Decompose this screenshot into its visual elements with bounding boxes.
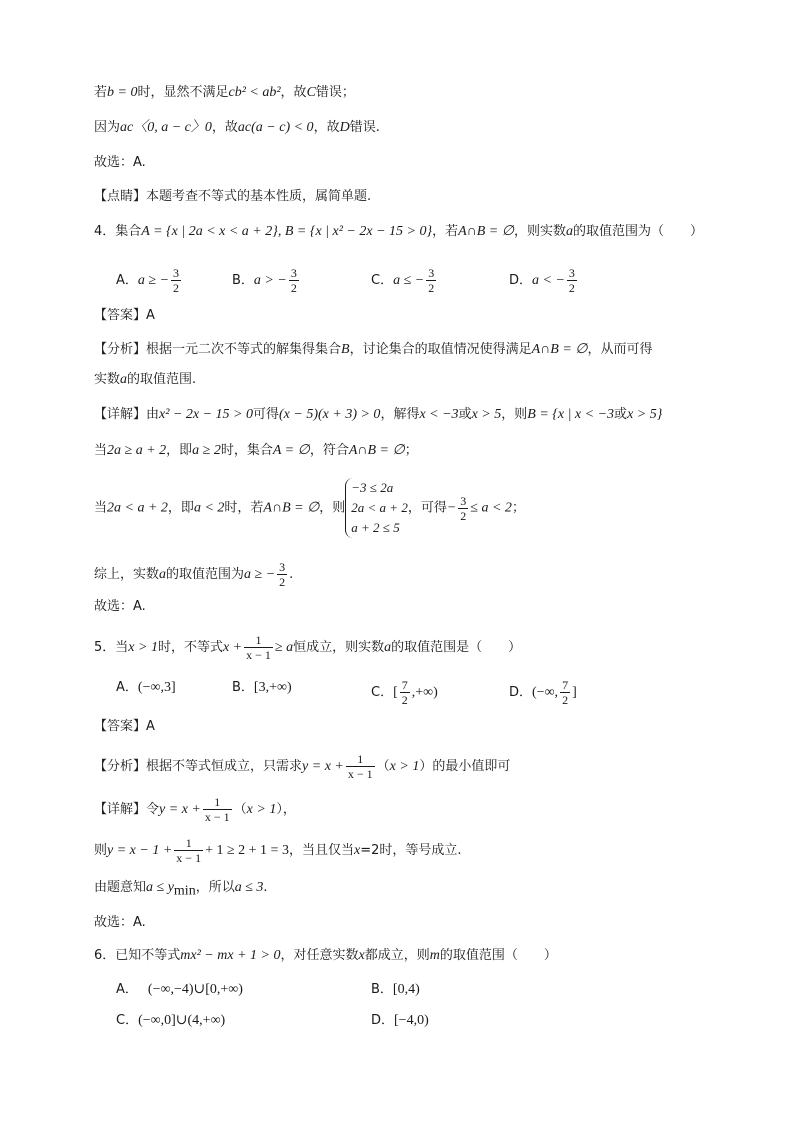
option-label: B． <box>371 982 393 997</box>
option-label: C． <box>371 685 394 700</box>
text: 当 <box>94 500 108 516</box>
math: a <box>565 224 573 239</box>
prev-solution-line-1 <box>94 83 355 103</box>
math: x² − 2x − 15 > 0 <box>159 407 253 422</box>
option-label: D． <box>371 1013 395 1028</box>
fraction <box>171 266 181 295</box>
text: ； <box>511 500 525 516</box>
math: A∩B = ∅ <box>263 500 320 516</box>
fraction <box>203 795 232 824</box>
math: x < −3 <box>419 407 459 422</box>
q4-option-a[interactable] <box>116 266 183 295</box>
fraction <box>567 266 577 295</box>
option-label: B． <box>232 680 254 695</box>
math: x > 1 <box>389 759 420 774</box>
math: [3,+∞) <box>253 680 292 695</box>
q4-analysis-line-1 <box>94 340 652 360</box>
text: 综上，实数 <box>94 567 160 582</box>
fraction-den: 2 <box>428 281 435 295</box>
math: a < 2 <box>193 500 225 516</box>
q6-stem <box>94 946 557 966</box>
math: a ≤ 3 <box>234 880 264 895</box>
math: a <box>384 640 392 655</box>
text: ，所以 <box>195 880 235 895</box>
q5-choose: 故选：A. <box>94 915 146 930</box>
text: 恒成立，则实数 <box>293 640 385 655</box>
option-label: D． <box>509 685 533 700</box>
analysis-tag: 【分析】 <box>94 342 147 357</box>
fraction-num: 3 <box>460 493 467 508</box>
fraction-den: 2 <box>279 575 286 589</box>
math: a ≥ − <box>244 567 276 582</box>
math: b = 0 <box>107 85 138 100</box>
math: A = ∅ <box>272 443 310 458</box>
math: 2a ≥ a + 2 <box>107 443 167 458</box>
fraction-num: 7 <box>562 678 569 692</box>
math: A∩B = ∅ <box>531 342 588 357</box>
text: 根据不等式恒成立，只需求 <box>146 759 303 774</box>
answer-tag: 【答案】 <box>94 719 147 734</box>
math: cb² < ab² <box>228 85 281 100</box>
text: ，若 <box>432 224 459 239</box>
q4-option-d[interactable] <box>509 266 579 295</box>
text: 的取值范围为（ ） <box>572 224 703 239</box>
math: a ≤ y <box>146 880 174 895</box>
fraction <box>346 752 375 781</box>
text: 可得 <box>253 407 280 422</box>
fraction-num: 3 <box>173 266 180 280</box>
math: A∩B = ∅ <box>458 224 514 239</box>
math: a ≥ − <box>137 273 170 288</box>
math: m <box>429 948 440 963</box>
text: 都成立，则 <box>364 948 430 963</box>
q6-option-b[interactable] <box>371 980 420 1000</box>
option-label: A． <box>116 680 138 695</box>
analysis-tag: 【分析】 <box>94 759 147 774</box>
math: x > 1 <box>128 640 158 655</box>
text: （ <box>376 759 390 774</box>
text: . <box>289 567 294 582</box>
text: ，故 <box>313 120 340 135</box>
math: x > 5} <box>627 407 663 422</box>
fraction-num: 1 <box>346 752 375 767</box>
text: ； <box>404 443 418 458</box>
text: ，解得 <box>380 407 420 422</box>
math: ,+∞) <box>411 685 438 700</box>
fraction-num: 3 <box>568 266 575 280</box>
text: ，对任意实数 <box>280 948 359 963</box>
math: x > 5 <box>471 407 502 422</box>
math: − <box>446 500 457 516</box>
math: (−∞,0]∪(4,+∞) <box>138 1013 226 1028</box>
fraction-den: 2 <box>568 281 575 295</box>
fraction <box>277 560 287 589</box>
q6-option-d[interactable] <box>371 1011 429 1031</box>
fraction <box>174 836 203 865</box>
text: 由题意知 <box>94 880 147 895</box>
math: a <box>120 372 128 387</box>
answer-value: A <box>146 308 155 323</box>
fraction-den: 2 <box>173 281 180 295</box>
text: ，则 <box>319 500 346 516</box>
math: x > 1 <box>246 802 277 817</box>
text: 的取值范围（ ） <box>439 948 557 963</box>
fraction <box>400 678 410 707</box>
text: ，故 <box>211 120 238 135</box>
text: ）， <box>276 802 296 817</box>
text: 时，若 <box>224 500 264 516</box>
text: 时，不等式 <box>157 640 223 655</box>
text: ，讨论集合的取值情况使得满足 <box>349 342 532 357</box>
prev-solution-line-2 <box>94 118 380 138</box>
comment-text: 本题考查不等式的基本性质，属简单题. <box>146 189 372 204</box>
math: A = {x | 2a < x < a + 2}, B = {x | x² − 2x − 15 > 0} <box>141 224 433 239</box>
fraction-num: 1 <box>174 836 203 851</box>
q5-stem <box>94 633 521 662</box>
math: (−∞,3] <box>137 680 176 695</box>
math: a > − <box>253 273 287 288</box>
math: A∩B = ∅ <box>348 443 405 458</box>
option-label: C． <box>371 273 394 288</box>
system-line: 2a < a + 2 <box>351 500 408 515</box>
detail-tag: 【详解】 <box>94 802 147 817</box>
text: ，则 <box>501 407 528 422</box>
math: ac〈0, a − c〉0 <box>120 120 212 135</box>
math: a ≥ 2 <box>192 443 221 458</box>
q4-detail-line-1 <box>94 405 662 425</box>
text: ，即 <box>167 500 194 516</box>
text: 的取值范围为 <box>166 567 245 582</box>
math: 2a < a + 2 <box>107 500 168 516</box>
math: y = x + <box>302 759 344 774</box>
fraction <box>426 266 436 295</box>
text: ，符合 <box>309 443 349 458</box>
math: x <box>358 948 365 963</box>
q4-answer <box>94 306 155 326</box>
system-line: a + 2 ≤ 5 <box>351 520 400 535</box>
text: ）的最小值即可 <box>419 759 511 774</box>
option-label: B． <box>232 273 254 288</box>
q6-option-a[interactable] <box>116 980 243 1000</box>
fraction-den: 2 <box>290 281 297 295</box>
text: 的取值范围是（ ） <box>391 640 522 655</box>
text: 或 <box>614 407 628 422</box>
text: 5．当 <box>94 640 129 655</box>
q5-option-c[interactable] <box>371 678 438 707</box>
q4-case-1 <box>94 441 418 461</box>
inequality-system <box>345 478 408 538</box>
text: ，可得 <box>407 500 447 516</box>
fraction-den: 2 <box>562 693 569 707</box>
q5-answer <box>94 717 155 737</box>
option-label: C． <box>116 1013 139 1028</box>
math: y = x + <box>159 802 201 817</box>
q4-stem <box>94 222 703 242</box>
math: [−4,0) <box>394 1013 429 1028</box>
math: x + <box>222 640 243 655</box>
q4-choose: 故选：A. <box>94 599 146 614</box>
text: 错误. <box>349 120 380 135</box>
fraction-den: x − 1 <box>176 851 202 865</box>
math: mx² − mx + 1 > 0 <box>180 948 281 963</box>
math: C <box>306 85 316 100</box>
fraction-den: x − 1 <box>204 810 230 824</box>
q5-analysis <box>94 752 510 781</box>
math: y = x − 1 + <box>107 843 173 858</box>
math: a ≤ − <box>393 273 425 288</box>
fraction-den: 2 <box>401 693 408 707</box>
q5-option-b[interactable] <box>232 678 292 698</box>
comment-line <box>94 187 371 207</box>
fraction-num: 3 <box>428 266 435 280</box>
fraction <box>289 266 299 295</box>
math: a < − <box>532 273 565 288</box>
prev-choose-line: 故选：A. <box>94 155 146 170</box>
q6-option-c[interactable] <box>116 1011 225 1031</box>
q4-analysis-line-2 <box>94 370 196 390</box>
q4-case-2 <box>94 478 525 538</box>
fraction-num: 1 <box>203 795 232 810</box>
math: x <box>353 843 361 858</box>
fraction-num: 3 <box>279 560 286 574</box>
fraction <box>244 633 273 662</box>
text: ，则实数 <box>513 224 566 239</box>
fraction-num: 7 <box>401 678 408 692</box>
answer-tag: 【答案】 <box>94 308 147 323</box>
text: ，即 <box>166 443 193 458</box>
fraction-den: x − 1 <box>246 648 271 662</box>
math: (−∞,−4)∪[0,+∞) <box>147 982 243 997</box>
q5-known <box>94 878 268 902</box>
math-subscript: min <box>173 883 196 899</box>
text: 的取值范围. <box>127 372 197 387</box>
detail-tag: 【详解】 <box>94 407 147 422</box>
fraction-den: x − 1 <box>347 767 373 781</box>
math: (−∞, <box>532 685 559 700</box>
text: 令 <box>146 802 160 817</box>
fraction-den: 2 <box>460 508 467 523</box>
math: [ <box>393 685 398 700</box>
q4-summary <box>94 560 293 589</box>
text: 或 <box>458 407 472 422</box>
fraction <box>458 494 468 523</box>
text: ，当且仅当 <box>288 843 354 858</box>
math: B = {x | x < −3 <box>527 407 615 422</box>
q5-detail <box>94 795 296 824</box>
q5-option-a[interactable] <box>116 678 176 698</box>
text: 因为 <box>94 120 121 135</box>
text: 实数 <box>94 372 121 387</box>
text: （ <box>233 802 247 817</box>
math: ≥ a <box>274 640 294 655</box>
text: 时，显然不满足 <box>137 85 229 100</box>
math: a <box>159 567 167 582</box>
math: ] <box>572 685 577 700</box>
q4-option-b[interactable] <box>232 266 301 295</box>
math: (x − 5)(x + 3) > 0 <box>279 407 381 422</box>
q5-then <box>94 836 461 865</box>
text: ，从而可得 <box>587 342 653 357</box>
text: 由 <box>146 407 160 422</box>
math: ac(a − c) < 0 <box>237 120 314 135</box>
text: =2时，等号成立. <box>360 843 462 858</box>
fraction <box>560 678 570 707</box>
math: D <box>339 120 350 135</box>
math: [0,4) <box>392 982 420 997</box>
text: 6．已知不等式 <box>94 948 181 963</box>
text: 若 <box>94 85 108 100</box>
option-label: A． <box>116 982 138 997</box>
option-label: A． <box>116 273 138 288</box>
text: . <box>263 880 268 895</box>
math: ≤ a < 2 <box>470 500 512 516</box>
math: + 1 ≥ 2 + 1 = 3 <box>205 843 289 858</box>
option-label: D． <box>509 273 533 288</box>
math: B <box>341 342 350 357</box>
answer-value: A <box>146 719 155 734</box>
text: 则 <box>94 843 108 858</box>
q5-option-d[interactable] <box>509 678 577 707</box>
text: 时，集合 <box>220 443 273 458</box>
text: 根据一元二次不等式的解集得集合 <box>146 342 342 357</box>
fraction-num: 3 <box>290 266 297 280</box>
q4-option-c[interactable] <box>371 266 438 295</box>
text: 4．集合 <box>94 224 142 239</box>
system-line: −3 ≤ 2a <box>351 480 394 495</box>
text: ，故 <box>280 85 307 100</box>
text: 当 <box>94 443 108 458</box>
comment-tag: 【点睛】 <box>94 189 147 204</box>
text: 错误； <box>315 85 355 100</box>
fraction-num: 1 <box>244 633 273 648</box>
